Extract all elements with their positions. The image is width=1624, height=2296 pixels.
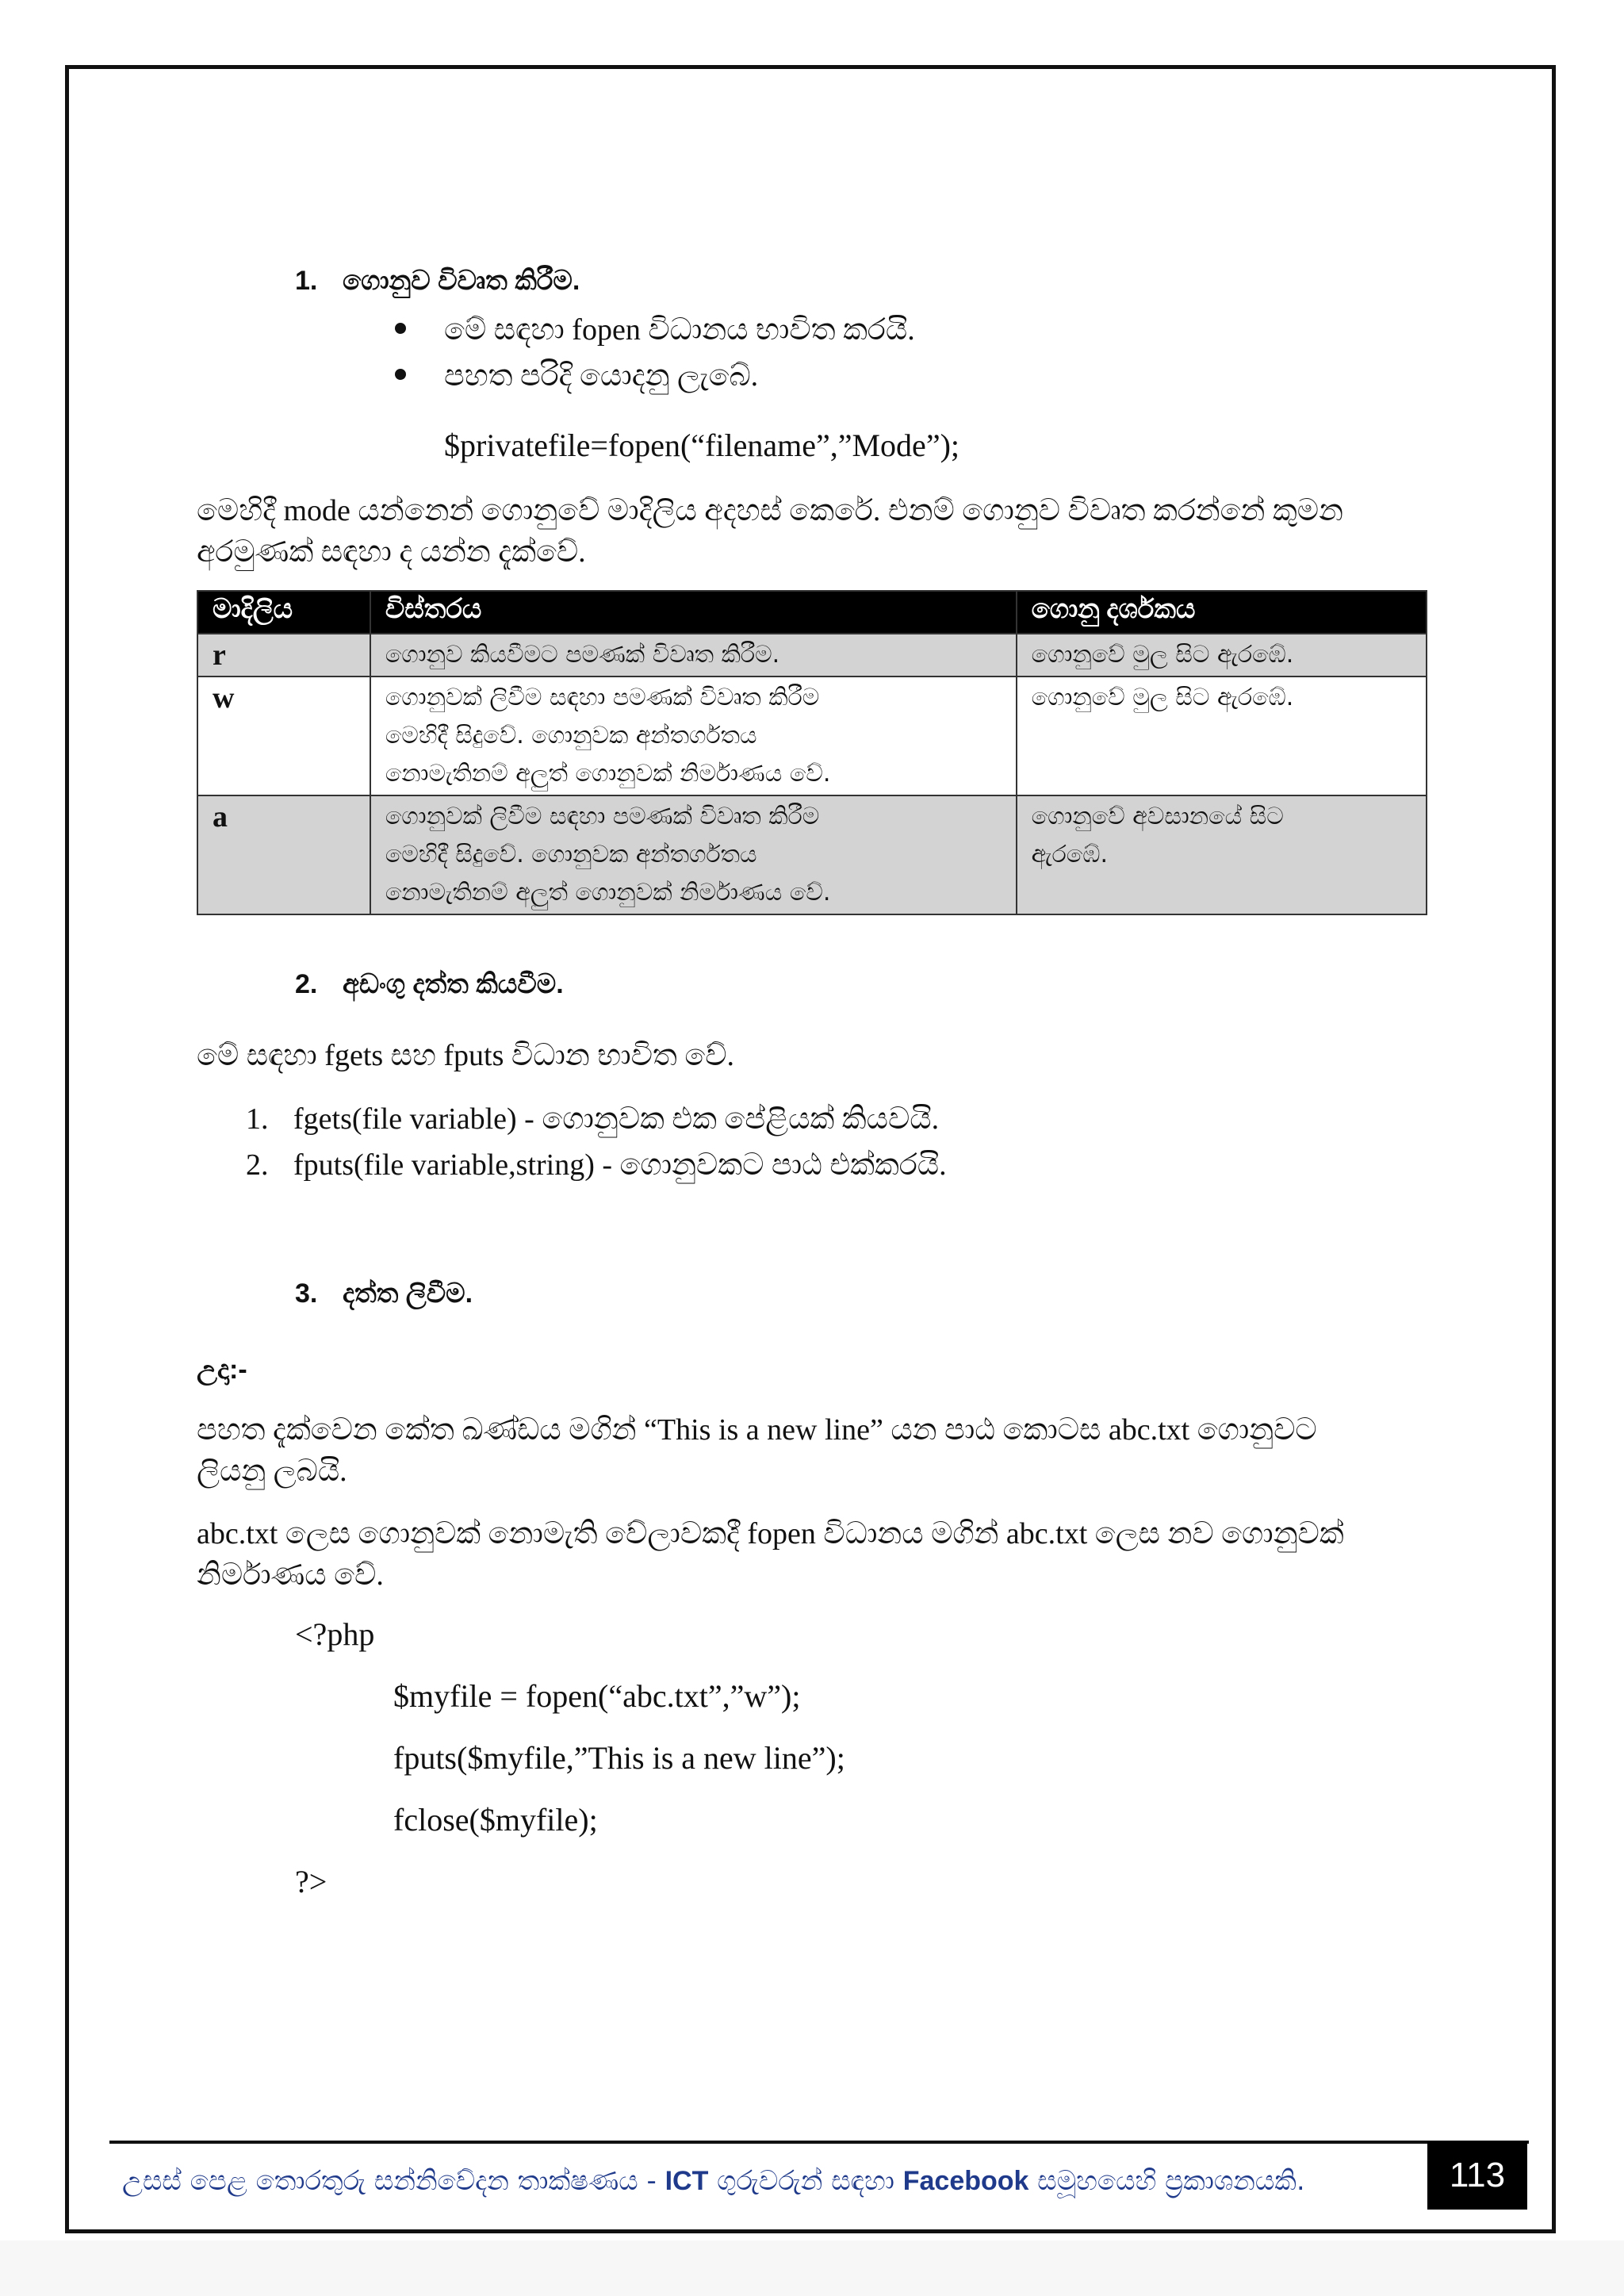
table-row (197, 795, 1427, 914)
table-cell-mode: a (197, 795, 370, 914)
section-2-heading (295, 969, 564, 1000)
list-item: 1. fgets(file variable) - ගොනුවක එක පේළියක් කියවයි. (246, 1102, 940, 1136)
page-bottom-shade (0, 2240, 1624, 2296)
mode-paragraph: මෙහිදී mode යන්නෙන් ගොනුවේ මාදිලිය අදහස් කෙරේ. එනම් ගොනුව විවෘත කරන්නේ කුමන අරමුණක් සඳහා ද යන්න දැක්වේ. (197, 494, 1343, 569)
table-cell-mode: w (197, 677, 370, 795)
table-row (197, 634, 1427, 677)
table-header-cell: මාදිලිය (197, 591, 370, 634)
section-2-numbered-list (246, 1096, 947, 1188)
table-header-cell: විස්තරය (370, 591, 1017, 634)
list-item: 2. fputs(file variable,string) - ගොනුවකට පාඨ එක්කරයි. (246, 1148, 947, 1182)
section-2-intro: මේ සඳහා fgets සහ fputs විධාන භාවිත වේ. (197, 1039, 735, 1072)
fopen-syntax-line: $privatefile=fopen(“filename”,”Mode”); (444, 427, 959, 463)
section-3-heading (295, 1278, 473, 1309)
bullet-item: පහත පරිදි යොදනු ලැබේ. (395, 353, 915, 399)
section-3-number: 3. (295, 1278, 318, 1309)
table-cell-description: ගොනුවක් ලිවීම සඳහා පමණක් විවෘත කිරීම මෙහිදී සිදුවේ. ගොනුවක අන්තර්ගතය නොමැතිනම් අලුත් ගොනුවක් නිර්මාණය වේ. (370, 677, 1017, 795)
code-line: fclose($myfile); (393, 1802, 598, 1838)
example-paragraph-2: abc.txt ලෙස ගොනුවක් නොමැති වේලාවකදී fopen විධානය මගින් abc.txt ලෙස නව ගොනුවක් නිර්මාණය වේ. (197, 1517, 1344, 1592)
table-cell-mode: r (197, 634, 370, 677)
code-line: fputs($myfile,”This is a new line”); (393, 1740, 845, 1776)
table-header-cell: ගොනු දර්ශකය (1017, 591, 1427, 634)
table-row (197, 677, 1427, 795)
footer-rule (109, 2141, 1529, 2144)
file-mode-table (197, 590, 1427, 915)
code-line: ?> (295, 1864, 327, 1899)
php-code-block (295, 1604, 845, 1913)
code-line: $myfile = fopen(“abc.txt”,”w”); (393, 1678, 801, 1714)
footer-text: උසස් පෙළ තොරතුරු සන්නිවේදන තාක්ෂණය - ICT ගුරුවරුන් සඳහා Facebook සමූහයෙහි ප්‍රකාශනයකි. (122, 2165, 1305, 2197)
table-cell-pointer: ගොනුවේ මුල සිට ඇරඹේ. (1017, 677, 1427, 795)
section-3-title: දත්ත ලිවීම. (343, 1278, 473, 1309)
section-1-bullet-list (395, 307, 915, 399)
code-line: <?php (295, 1616, 375, 1652)
bullet-item: මේ සඳහා fopen විධානය භාවිත කරයි. (395, 307, 915, 353)
table-cell-description: ගොනුවක් ලිවීම සඳහා පමණක් විවෘත කිරීම මෙහිදී සිදුවේ. ගොනුවක අන්තර්ගතය නොමැතිනම් අලුත් ගොනුවක් නිර්මාණය වේ. (370, 795, 1017, 914)
section-1-number: 1. (295, 266, 318, 296)
table-cell-pointer: ගොනුවේ මුල සිට ඇරඹේ. (1017, 634, 1427, 677)
bullet-dot-icon (395, 323, 406, 334)
table-cell-pointer: ගොනුවේ අවසානයේ සිට ඇරඹේ. (1017, 795, 1427, 914)
table-cell-description: ගොනුව කියවීමට පමණක් විවෘත කිරීම. (370, 634, 1017, 677)
page-number: 113 (1427, 2141, 1527, 2210)
section-1-title: ගොනුව විවෘත කිරීම. (343, 266, 580, 296)
section-1-heading (295, 266, 580, 297)
table-header-row (197, 591, 1427, 634)
section-2-number: 2. (295, 969, 318, 999)
example-paragraph-1: පහත දැක්වෙන කේත ඛණ්ඩය මගින් “This is a new line” යන පාඨ කොටස abc.txt ගොනුවට ලියනු ලබයි. (197, 1413, 1317, 1488)
example-label: උදා:- (197, 1355, 247, 1385)
section-2-title: අඩංගු දත්ත කියවීම. (343, 969, 564, 999)
bullet-dot-icon (395, 369, 406, 380)
